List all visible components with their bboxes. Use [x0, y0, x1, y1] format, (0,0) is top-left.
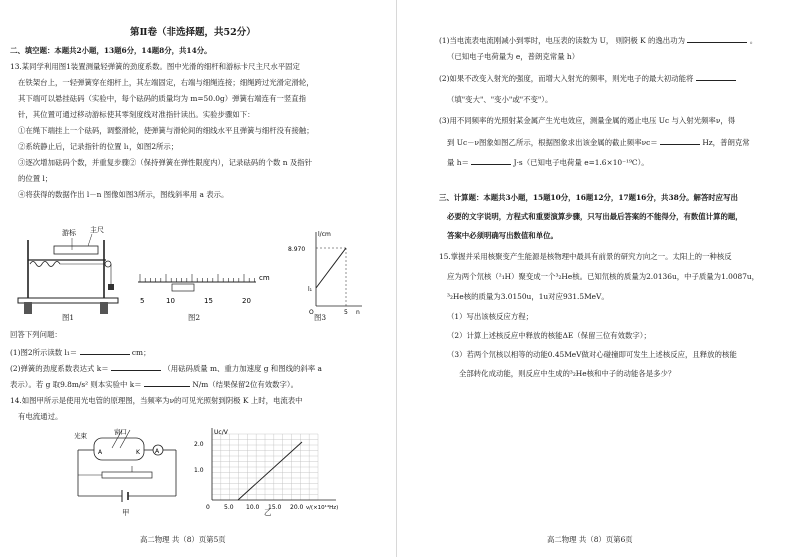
q14-p1a: (1)当电流表电流刚减小到零时，电压表的读数为 U，: [439, 36, 614, 45]
q13-step3a: ③逐次增加砝码个数，并重复步骤②（保持弹簧在弹性限度内），记录砝码的个数 n 及指针: [18, 158, 312, 167]
q13-sub2-cont-text: 表示）。若 g 取9.8m/s² 则本实验中 k＝: [10, 380, 142, 389]
graph-ytick-1: 1.0: [194, 467, 204, 474]
answer-prompt: 回答下列问题：: [10, 330, 62, 339]
q13-sub1: [10, 346, 150, 358]
calc-header-line2: 必要的文字说明，方程式和重要演算步骤，只写出最后答案的不能得分，有数值计算的题，: [447, 212, 743, 221]
q13-line2: 在铁架台上，一轻弹簧穿在细杆上，其左端固定，右端与细绳连接；细绳跨过光滑定滑轮，: [18, 78, 314, 87]
figure-1-apparatus: [14, 220, 124, 320]
graph-ytick-2: 2.0: [194, 441, 204, 448]
q14-p3b: 到 Uc－ν图象如图乙所示，根据图象求出该金属的截止频率νc＝: [447, 138, 658, 147]
q14-p3a: (3)用不同频率的光照射某金属产生光电效应，测量金属的遏止电压 Uc 与入射光频率ν，得: [439, 116, 736, 125]
q14-p1d: （已知电子电荷量为 e，普朗克常量 h）: [447, 52, 580, 61]
circuit-anode-label: A: [98, 449, 103, 456]
q14-p2b: （填"变大"、"变小"或"不变"）。: [447, 95, 553, 104]
uc-line: [238, 442, 302, 500]
q13-step3b: 的位置 l；: [18, 174, 53, 183]
figure-2-scale: [132, 268, 272, 308]
q14-part2: [439, 72, 736, 84]
q13-sub1-text: (1)图2所示读数 l₁＝: [10, 348, 78, 357]
photocell-circuit: [72, 424, 182, 504]
circuit-beam-label: 光束: [74, 432, 87, 440]
fig1-caption: 图1: [62, 313, 75, 322]
q13-sub2: [10, 362, 322, 374]
q13-step2: ②系统静止后，记录指针的位置 l₁，如图2所示；: [18, 142, 179, 151]
q15-line2: 应为两个氘核（²₁H）聚变成一个³₂He核。已知氘核的质量为2.0136u，中子质量为1.0087u，: [447, 272, 760, 281]
q14-part3: [447, 136, 750, 148]
fig3-y0: l₁: [308, 286, 313, 293]
q14-line2: 有电流通过。: [18, 412, 63, 421]
left-footer: 高二物理 共（8）页第5页: [140, 535, 226, 544]
q14-p2a: (2)如果不改变入射光的强度，而增大入射光的频率，则光电子的最大初动能将: [439, 74, 694, 83]
graph-xtick-15: 15.0: [268, 504, 282, 511]
q13-sub2-cont: [10, 378, 298, 390]
graph-caption: 乙: [264, 508, 272, 517]
q14-part3-planck: [447, 156, 649, 168]
fig3-xtick: 5: [344, 309, 348, 316]
q13-sub1-unit: cm；: [131, 348, 151, 357]
q14-p3d: 量 h＝: [447, 158, 469, 167]
calc-header-line3: 答案中必须明确写出数值和单位。: [447, 231, 558, 240]
q15-sub1: （1）写出该核反应方程；: [447, 312, 534, 321]
graph-origin: 0: [206, 504, 210, 511]
fig2-tick-5: 5: [140, 297, 145, 305]
calc-header-line1: 三、计算题：本题共3小题，15题10分，16题12分，17题16分，共38分。解答时应写出: [439, 193, 738, 202]
ammeter-label: A: [155, 448, 160, 455]
right-footer: 高二物理 共（8）页第6页: [547, 535, 633, 544]
answer-blank-k-value[interactable]: [144, 378, 190, 387]
uc-nu-graph: [190, 424, 340, 514]
q14-p3c: Hz，普朗克常: [702, 138, 750, 147]
fig2-unit: cm: [259, 274, 270, 282]
q13-line3: 其下端可以悬挂砝码（实验中，每个砝码的质量均为 m=50.0g）弹簧右端连有一竖直指: [18, 94, 307, 103]
fig3-xlabel: n: [356, 309, 360, 316]
fig2-tick-15: 15: [204, 297, 213, 305]
graph-ylabel: Uc/V: [214, 429, 228, 436]
q15-sub3b: 全部转化成动能，则反应中生成的³₂He核和中子的动能各是多少？: [459, 369, 676, 378]
fig3-ylabel: l/cm: [318, 231, 331, 238]
fig3-origin: O: [309, 309, 314, 316]
q13-step4: ④将获得的数据作出 l－n 图像如图3所示，图线斜率用 a 表示。: [18, 190, 229, 199]
q14-p3e: J·s（已知电子电荷量 e=1.6×10⁻¹⁹C）。: [513, 158, 649, 167]
q15-sub3a: （3）若两个氘核以相等的动能0.45MeV做对心碰撞即可发生上述核反应，且释放的核能: [447, 350, 737, 359]
q14-line1: 14.如图甲所示是使用光电管的原理图，当频率为ν的可见光照射到阴极 K 上时，电流表中: [10, 396, 303, 405]
circuit-window-label: 窗口: [114, 428, 127, 436]
q15-line1: 15.掌握并采用核聚变产生能源是核物理中最具有前景的研究方向之一。太阳上的一种核反: [439, 252, 732, 261]
graph-xtick-5: 5.0: [224, 504, 234, 511]
q13-line4: 针，其位置可通过移动游标使其零刻度线对准指针读出。实验步骤如下：: [18, 110, 255, 119]
fig3-caption: 图3: [314, 313, 327, 322]
answer-blank-planck-constant[interactable]: [471, 156, 511, 165]
q14-p1c: 。: [749, 36, 758, 45]
circuit-cathode-label: K: [136, 449, 140, 456]
q15-sub2: （2）计算上述核反应中释放的核能ΔE（保留三位有效数字）；: [447, 331, 651, 340]
graph-xtick-10: 10.0: [246, 504, 260, 511]
right-page: [397, 0, 794, 557]
q13-sub2-hint: （用砝码质量 m、重力加速度 g 和图线的斜率 a: [163, 364, 322, 373]
q14-part1: [439, 34, 757, 46]
answer-blank-work-function[interactable]: [687, 34, 747, 43]
fig1-label-vernier: 游标: [62, 229, 76, 237]
answer-blank-cutoff-frequency[interactable]: [660, 136, 700, 145]
q14-p1b: 则阴极 K 的逸出功为: [615, 36, 685, 45]
graph-xtick-20: 20.0: [290, 504, 304, 511]
fig2-tick-20: 20: [242, 297, 251, 305]
figure-3-graph: [284, 226, 364, 318]
q13-step1: ①在绳下端挂上一个砝码，调整滑轮，使弹簧与滑轮间的细线水平且弹簧与细杆没有接触；: [18, 126, 314, 135]
section-title: 第Ⅱ卷（非选择题，共52分）: [130, 27, 256, 38]
graph-xlabel: ν/(×10¹⁴Hz): [306, 505, 339, 511]
answer-blank-kinetic-energy[interactable]: [696, 72, 736, 81]
fig2-tick-10: 10: [166, 297, 175, 305]
fig1-label-main: 主尺: [90, 226, 104, 234]
answer-blank-k-expression[interactable]: [111, 362, 161, 371]
fill-in-header: 二、填空题：本题共2小题，13题6分，14题8分，共14分。: [10, 46, 212, 55]
q15-line3: ³₂He核的质量为3.0150u，1u对应931.5MeV。: [447, 292, 609, 301]
q13-sub2-cont-unit: N/m（结果保留2位有效数字）。: [192, 380, 298, 389]
answer-blank-l1[interactable]: [80, 346, 130, 355]
q13-sub2-text: (2)弹簧的劲度系数表达式 k＝: [10, 364, 109, 373]
fig2-caption: 图2: [188, 313, 201, 322]
q13-line1: 13.某同学利用图1装置测量轻弹簧的劲度系数。图中光滑的细杆和游标卡尺主尺水平固定: [10, 62, 300, 71]
circuit-caption: 甲: [122, 508, 130, 517]
fig3-yval: 8.970: [288, 246, 306, 253]
